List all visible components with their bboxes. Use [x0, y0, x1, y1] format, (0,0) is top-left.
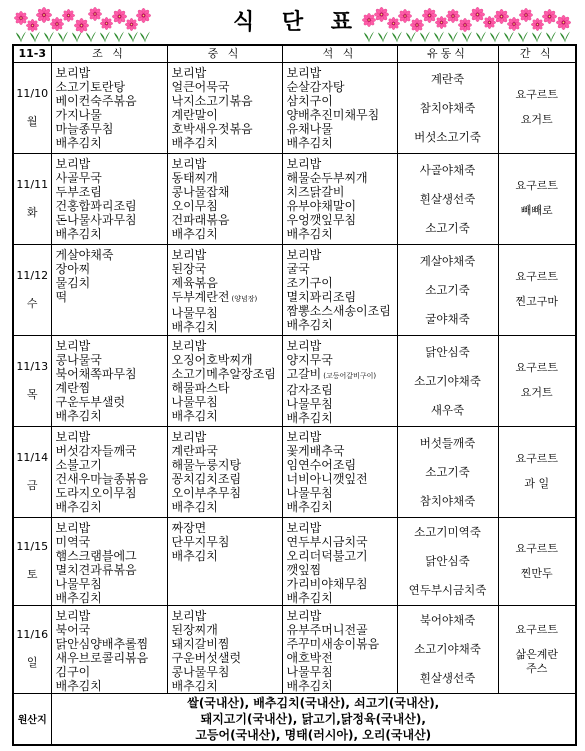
porridge-item: 새우죽	[430, 402, 465, 417]
menu-item: 두부조림	[55, 184, 102, 199]
porridge-item: 소고기야채죽	[414, 642, 481, 656]
date-label: 11/15	[16, 540, 49, 553]
snack-item: 요구르트	[515, 452, 558, 465]
snack-item: 요거트	[520, 113, 553, 126]
breakfast-cell	[51, 605, 167, 693]
menu-item: 콩나물무침	[171, 664, 230, 679]
lunch-cell	[167, 335, 282, 426]
flower-icon	[519, 8, 532, 21]
menu-item: 돈나물사과무침	[55, 212, 137, 227]
porridge-cell	[397, 335, 498, 426]
snack-item: 요구르트	[515, 361, 558, 374]
snack-item: 빼빼로	[520, 204, 553, 217]
menu-item: 구운두부샐럿	[55, 394, 126, 409]
day-row	[13, 335, 576, 426]
menu-item: 북어국	[55, 622, 91, 637]
porridge-item: 소고기야채죽	[414, 373, 481, 388]
menu-item: 배추김치	[55, 678, 102, 693]
menu-item: 나물무침	[171, 394, 218, 409]
flower-icon	[470, 7, 484, 21]
menu-item: 게살야채죽	[55, 247, 114, 262]
menu-item: 우엉깻잎무침	[286, 212, 357, 227]
date-label: 11/16	[16, 628, 49, 641]
menu-item: 보리밥	[286, 338, 322, 353]
date-cell	[13, 605, 51, 693]
menu-item: 배추김치	[286, 678, 333, 693]
leaf-icon	[420, 32, 430, 43]
dinner-cell	[282, 153, 397, 244]
menu-item: 도라지오이무침	[55, 485, 137, 500]
menu-item: 된장찌개	[171, 622, 218, 637]
menu-item: 배추김치	[171, 319, 218, 334]
flower-icon	[387, 17, 399, 29]
menu-item: 보리밥	[286, 608, 322, 623]
snack-item: 요구르트	[515, 179, 558, 192]
snack-item: 삶은계란 주스	[515, 647, 558, 675]
snack-cell	[498, 62, 576, 153]
menu-item: 순살감자탕	[286, 79, 345, 94]
snack-item: 요구르트	[515, 622, 558, 636]
menu-item: 떡	[55, 289, 68, 304]
day-row	[13, 605, 576, 693]
lunch-cell	[167, 605, 282, 693]
menu-item: 보리밥	[55, 338, 91, 353]
menu-item: 보리밥	[171, 338, 207, 353]
flower-icon	[422, 8, 436, 22]
date-cell	[13, 335, 51, 426]
menu-item: 계란말이	[171, 107, 218, 122]
flower-icon	[556, 15, 570, 29]
porridge-item: 소고기죽	[425, 282, 470, 297]
date-label: 11/11	[16, 177, 49, 191]
flower-icon	[494, 9, 508, 23]
weekday-label: 토	[26, 568, 38, 581]
breakfast-cell	[51, 517, 167, 605]
leaf-icon	[560, 32, 570, 43]
snack-cell	[498, 244, 576, 335]
menu-item: 가지나물	[55, 107, 102, 122]
menu-item: 삼치구이	[286, 93, 333, 108]
porridge-item: 사골야채죽	[419, 162, 476, 177]
leaf-icon	[392, 32, 402, 43]
snack-cell	[498, 517, 576, 605]
snack-item: 요구르트	[515, 88, 558, 101]
porridge-item: 굴야채죽	[425, 311, 470, 326]
menu-item: 햄스크램블에그	[55, 548, 137, 563]
menu-item: 너비아니깻잎전	[286, 471, 368, 486]
menu-body	[13, 62, 576, 693]
menu-item: 배추김치	[171, 499, 218, 514]
breakfast-cell	[51, 153, 167, 244]
menu-item: 보리밥	[286, 65, 322, 80]
leaf-icon	[448, 32, 458, 43]
porridge-item: 버섯들깨죽	[419, 435, 476, 450]
table-header	[13, 45, 576, 62]
dinner-cell	[282, 62, 397, 153]
flower-icon	[435, 16, 447, 28]
menu-item: 소고기메추알장조림	[171, 366, 276, 381]
menu-item: 배추김치	[286, 410, 333, 425]
porridge-item: 연두부시금치죽	[408, 583, 487, 597]
snack-cell	[498, 426, 576, 517]
flower-icon	[483, 16, 495, 28]
menu-item: 물김치	[55, 275, 91, 290]
menu-item: 양지무국	[286, 352, 333, 367]
dinner-cell	[282, 605, 397, 693]
porridge-cell	[397, 605, 498, 693]
menu-item: 유부주머니전골	[286, 622, 368, 637]
date-label: 11/10	[16, 86, 49, 100]
menu-item: 배추김치	[286, 590, 333, 605]
menu-item: 된장국	[171, 261, 207, 276]
menu-item: 콩나물잡채	[171, 184, 230, 199]
dinner-cell	[282, 244, 397, 335]
menu-item: 치즈닭갈비	[286, 184, 345, 199]
menu-item: 나물무침	[286, 396, 333, 411]
day-row	[13, 244, 576, 335]
leaf-icon	[490, 32, 500, 43]
breakfast-cell	[51, 426, 167, 517]
menu-item: 장아찌	[55, 261, 91, 276]
column-header-breakfast: 조 식	[51, 45, 167, 62]
menu-item: 보리밥	[286, 429, 322, 444]
porridge-item: 소고기미역죽	[414, 525, 481, 539]
menu-item: 감자조림	[286, 382, 333, 397]
porridge-item: 계란죽	[430, 71, 465, 86]
day-row	[13, 426, 576, 517]
menu-item: 소고기토란탕	[55, 79, 126, 94]
leaf-icon	[434, 32, 444, 43]
menu-item: 배추김치	[171, 135, 218, 150]
menu-item: 배추김치	[55, 408, 102, 423]
porridge-item: 소고기죽	[425, 220, 470, 235]
porridge-item: 참치야채죽	[419, 493, 476, 508]
column-header-lunch: 중 식	[167, 45, 282, 62]
flower-icon	[542, 9, 556, 23]
menu-item: 북어채쪽파무침	[55, 366, 137, 381]
porridge-item: 닭안심죽	[425, 554, 470, 568]
flower-icon	[410, 18, 423, 31]
week-label: 11-3	[13, 45, 51, 62]
leaf-icon	[378, 32, 388, 43]
porridge-cell	[397, 426, 498, 517]
menu-item: 오리더덕불고기	[286, 548, 368, 563]
dinner-cell	[282, 517, 397, 605]
origin-line: 고등어(국내산), 명태(러시아), 오리(국내산)	[195, 727, 432, 742]
menu-item: 굴국	[286, 261, 310, 276]
date-label: 11/13	[16, 359, 49, 373]
menu-item: 보리밥	[55, 156, 91, 171]
flower-icon	[374, 7, 388, 21]
menu-item: 베이컨숙주볶음	[55, 93, 137, 108]
snack-item: 요구르트	[515, 541, 558, 555]
date-label: 11/14	[16, 450, 49, 464]
menu-item: 유부야채말이	[286, 198, 357, 213]
menu-item: 콩나물국	[55, 352, 102, 367]
breakfast-cell	[51, 244, 167, 335]
menu-item: 배추김치	[55, 499, 102, 514]
flower-icon	[398, 9, 411, 22]
menu-item: 계란파국	[171, 443, 218, 458]
page-title: 식 단 표	[232, 10, 363, 35]
menu-item: 건홍합꽈리조림	[55, 198, 137, 213]
snack-cell	[498, 605, 576, 693]
leaf-icon	[406, 32, 416, 43]
flower-icon	[446, 9, 459, 22]
menu-item: 나물무침	[286, 485, 333, 500]
menu-item: 짬뽕소스새송이조림	[286, 303, 391, 318]
menu-item: 꽃게배추국	[286, 443, 345, 458]
breakfast-cell	[51, 335, 167, 426]
day-row	[13, 62, 576, 153]
menu-item: 애호박전	[286, 650, 333, 665]
snack-item: 요구르트	[515, 270, 558, 283]
menu-item: 보리밥	[286, 520, 322, 535]
menu-item: 유채나물	[286, 121, 333, 136]
leaf-icon	[476, 32, 486, 43]
menu-item: 보리밥	[286, 156, 322, 171]
menu-item: 얼큰어묵국	[171, 79, 230, 94]
menu-item: 나물무침	[286, 664, 333, 679]
snack-item: 찐고구마	[515, 295, 558, 308]
menu-item: 나물무침	[171, 305, 218, 320]
menu-item: 배추김치	[286, 226, 333, 241]
menu-item: 연두부시금치국	[286, 534, 368, 549]
menu-item: 배추김치	[286, 499, 333, 514]
weekday-label: 수	[26, 296, 38, 310]
menu-item: 사골무국	[55, 170, 102, 185]
date-cell	[13, 153, 51, 244]
menu-item	[172, 290, 282, 306]
lunch-cell	[167, 517, 282, 605]
flower-icon	[458, 18, 471, 31]
porridge-item: 소고기죽	[425, 464, 470, 479]
menu-item: 배추김치	[55, 590, 102, 605]
date-cell	[13, 426, 51, 517]
menu-item: 보리밥	[55, 65, 91, 80]
menu-item	[287, 367, 397, 383]
menu-item: 동태찌개	[171, 170, 218, 185]
weekday-label: 금	[26, 478, 38, 492]
porridge-item: 북어야채죽	[419, 613, 476, 627]
menu-item: 배추김치	[286, 135, 333, 150]
menu-item: 꽁치김치조림	[171, 471, 242, 486]
porridge-item: 흰살생선죽	[419, 191, 476, 206]
meal-plan-table	[12, 44, 577, 746]
leaf-icon	[546, 32, 556, 43]
menu-item-note: (양념장)	[231, 294, 258, 303]
column-header-dinner: 석 식	[282, 45, 397, 62]
menu-item: 해물순두부찌개	[286, 170, 368, 185]
date-label: 11/12	[16, 268, 49, 282]
menu-item: 구운버섯샐럿	[171, 650, 242, 665]
menu-item: 마늘종무침	[55, 121, 114, 136]
menu-item: 보리밥	[55, 429, 91, 444]
date-cell	[13, 517, 51, 605]
menu-item: 가리비야채무침	[286, 576, 368, 591]
porridge-item: 버섯소고기죽	[414, 129, 481, 144]
flower-icon	[507, 17, 520, 30]
origin-line: 돼지고기(국내산), 닭고기,닭정육(국내산),	[200, 711, 426, 726]
menu-item: 깻잎찜	[286, 562, 322, 577]
menu-item: 배추김치	[171, 226, 218, 241]
menu-item: 양배추진미채무침	[286, 107, 380, 122]
weekday-label: 일	[26, 656, 38, 669]
snack-cell	[498, 335, 576, 426]
origin-label: 원산지	[13, 693, 51, 745]
menu-item-name: 고갈비	[286, 366, 322, 381]
snack-item: 요거트	[520, 386, 553, 399]
menu-item: 건새우마늘종볶음	[55, 471, 149, 486]
menu-item: 보리밥	[171, 429, 207, 444]
flower-decoration-right	[362, 3, 574, 43]
menu-item: 보리밥	[171, 156, 207, 171]
porridge-item: 흰살생선죽	[419, 671, 476, 685]
menu-item: 계란찜	[55, 380, 91, 395]
origin-row	[13, 693, 576, 745]
menu-item: 보리밥	[286, 247, 322, 262]
lunch-cell	[167, 62, 282, 153]
menu-item: 버섯감자들깨국	[55, 443, 137, 458]
porridge-cell	[397, 244, 498, 335]
breakfast-cell	[51, 62, 167, 153]
lunch-cell	[167, 153, 282, 244]
day-row	[13, 153, 576, 244]
origin-info	[51, 693, 576, 745]
menu-item: 해물누룽지탕	[171, 457, 242, 472]
menu-item: 짜장면	[171, 520, 207, 535]
menu-item: 단무지무침	[171, 534, 230, 549]
dinner-cell	[282, 426, 397, 517]
menu-item: 미역국	[55, 534, 91, 549]
leaf-icon	[364, 32, 374, 43]
menu-item: 멸치견과류볶음	[55, 562, 137, 577]
menu-item: 배추김치	[55, 226, 102, 241]
flower-icon	[531, 18, 543, 30]
menu-item: 조기구이	[286, 275, 333, 290]
menu-item: 배추김치	[171, 408, 218, 423]
porridge-item: 닭안심죽	[425, 344, 470, 359]
flower-icon	[362, 13, 375, 26]
menu-item-name: 두부계란전	[171, 289, 230, 304]
menu-item: 나물무침	[55, 576, 102, 591]
menu-item: 보리밥	[171, 608, 207, 623]
menu-item: 오이부추무침	[171, 485, 242, 500]
menu-item: 임연수어조림	[286, 457, 357, 472]
leaf-icon	[504, 32, 514, 43]
menu-item: 멸치꽈리조림	[286, 289, 357, 304]
menu-item: 해물파스타	[171, 380, 230, 395]
porridge-item: 게살야채죽	[419, 253, 476, 268]
menu-item: 배추김치	[171, 678, 218, 693]
menu-item: 소불고기	[55, 457, 102, 472]
porridge-cell	[397, 517, 498, 605]
table-footer	[13, 693, 576, 745]
porridge-item: 참치야채죽	[419, 100, 476, 115]
menu-item: 김구이	[55, 664, 91, 679]
date-cell	[13, 244, 51, 335]
weekday-label: 화	[26, 205, 38, 219]
menu-item: 배추김치	[55, 135, 102, 150]
menu-item: 닭안심양배추롤찜	[55, 636, 149, 651]
menu-item: 오이무침	[171, 198, 218, 213]
weekday-label: 목	[26, 387, 38, 401]
menu-item: 배추김치	[286, 317, 333, 332]
menu-item: 제육볶음	[171, 275, 218, 290]
menu-item: 주꾸미새송이볶음	[286, 636, 380, 651]
menu-item: 낙지소고기볶음	[171, 93, 253, 108]
leaf-icon	[518, 32, 528, 43]
menu-item: 건파래볶음	[171, 212, 230, 227]
leaf-icon	[532, 32, 542, 43]
day-row	[13, 517, 576, 605]
lunch-cell	[167, 244, 282, 335]
column-header-porridge: 유동식	[397, 45, 498, 62]
snack-item: 과 일	[524, 477, 550, 490]
column-header-snack: 간 식	[498, 45, 576, 62]
date-cell	[13, 62, 51, 153]
snack-cell	[498, 153, 576, 244]
porridge-cell	[397, 62, 498, 153]
snack-item: 찐만두	[520, 566, 553, 580]
menu-item-note: (고등어갈비구이)	[323, 371, 377, 380]
porridge-cell	[397, 153, 498, 244]
header-row	[13, 45, 576, 62]
menu-item: 보리밥	[171, 247, 207, 262]
menu-item: 배추김치	[171, 548, 218, 563]
weekday-label: 월	[26, 114, 38, 128]
dinner-cell	[282, 335, 397, 426]
menu-item: 오징어호박찌개	[171, 352, 253, 367]
menu-item: 보리밥	[55, 520, 91, 535]
title-bar	[0, 0, 585, 44]
lunch-cell	[167, 426, 282, 517]
menu-item: 보리밥	[171, 65, 207, 80]
menu-item: 호박새우젓볶음	[171, 121, 253, 136]
menu-item: 보리밥	[55, 608, 91, 623]
menu-item: 돼지갈비찜	[171, 636, 230, 651]
leaf-icon	[462, 32, 472, 43]
origin-line: 쌀(국내산), 배추김치(국내산), 쇠고기(국내산),	[187, 695, 440, 710]
menu-item: 새우브로콜리볶음	[55, 650, 149, 665]
